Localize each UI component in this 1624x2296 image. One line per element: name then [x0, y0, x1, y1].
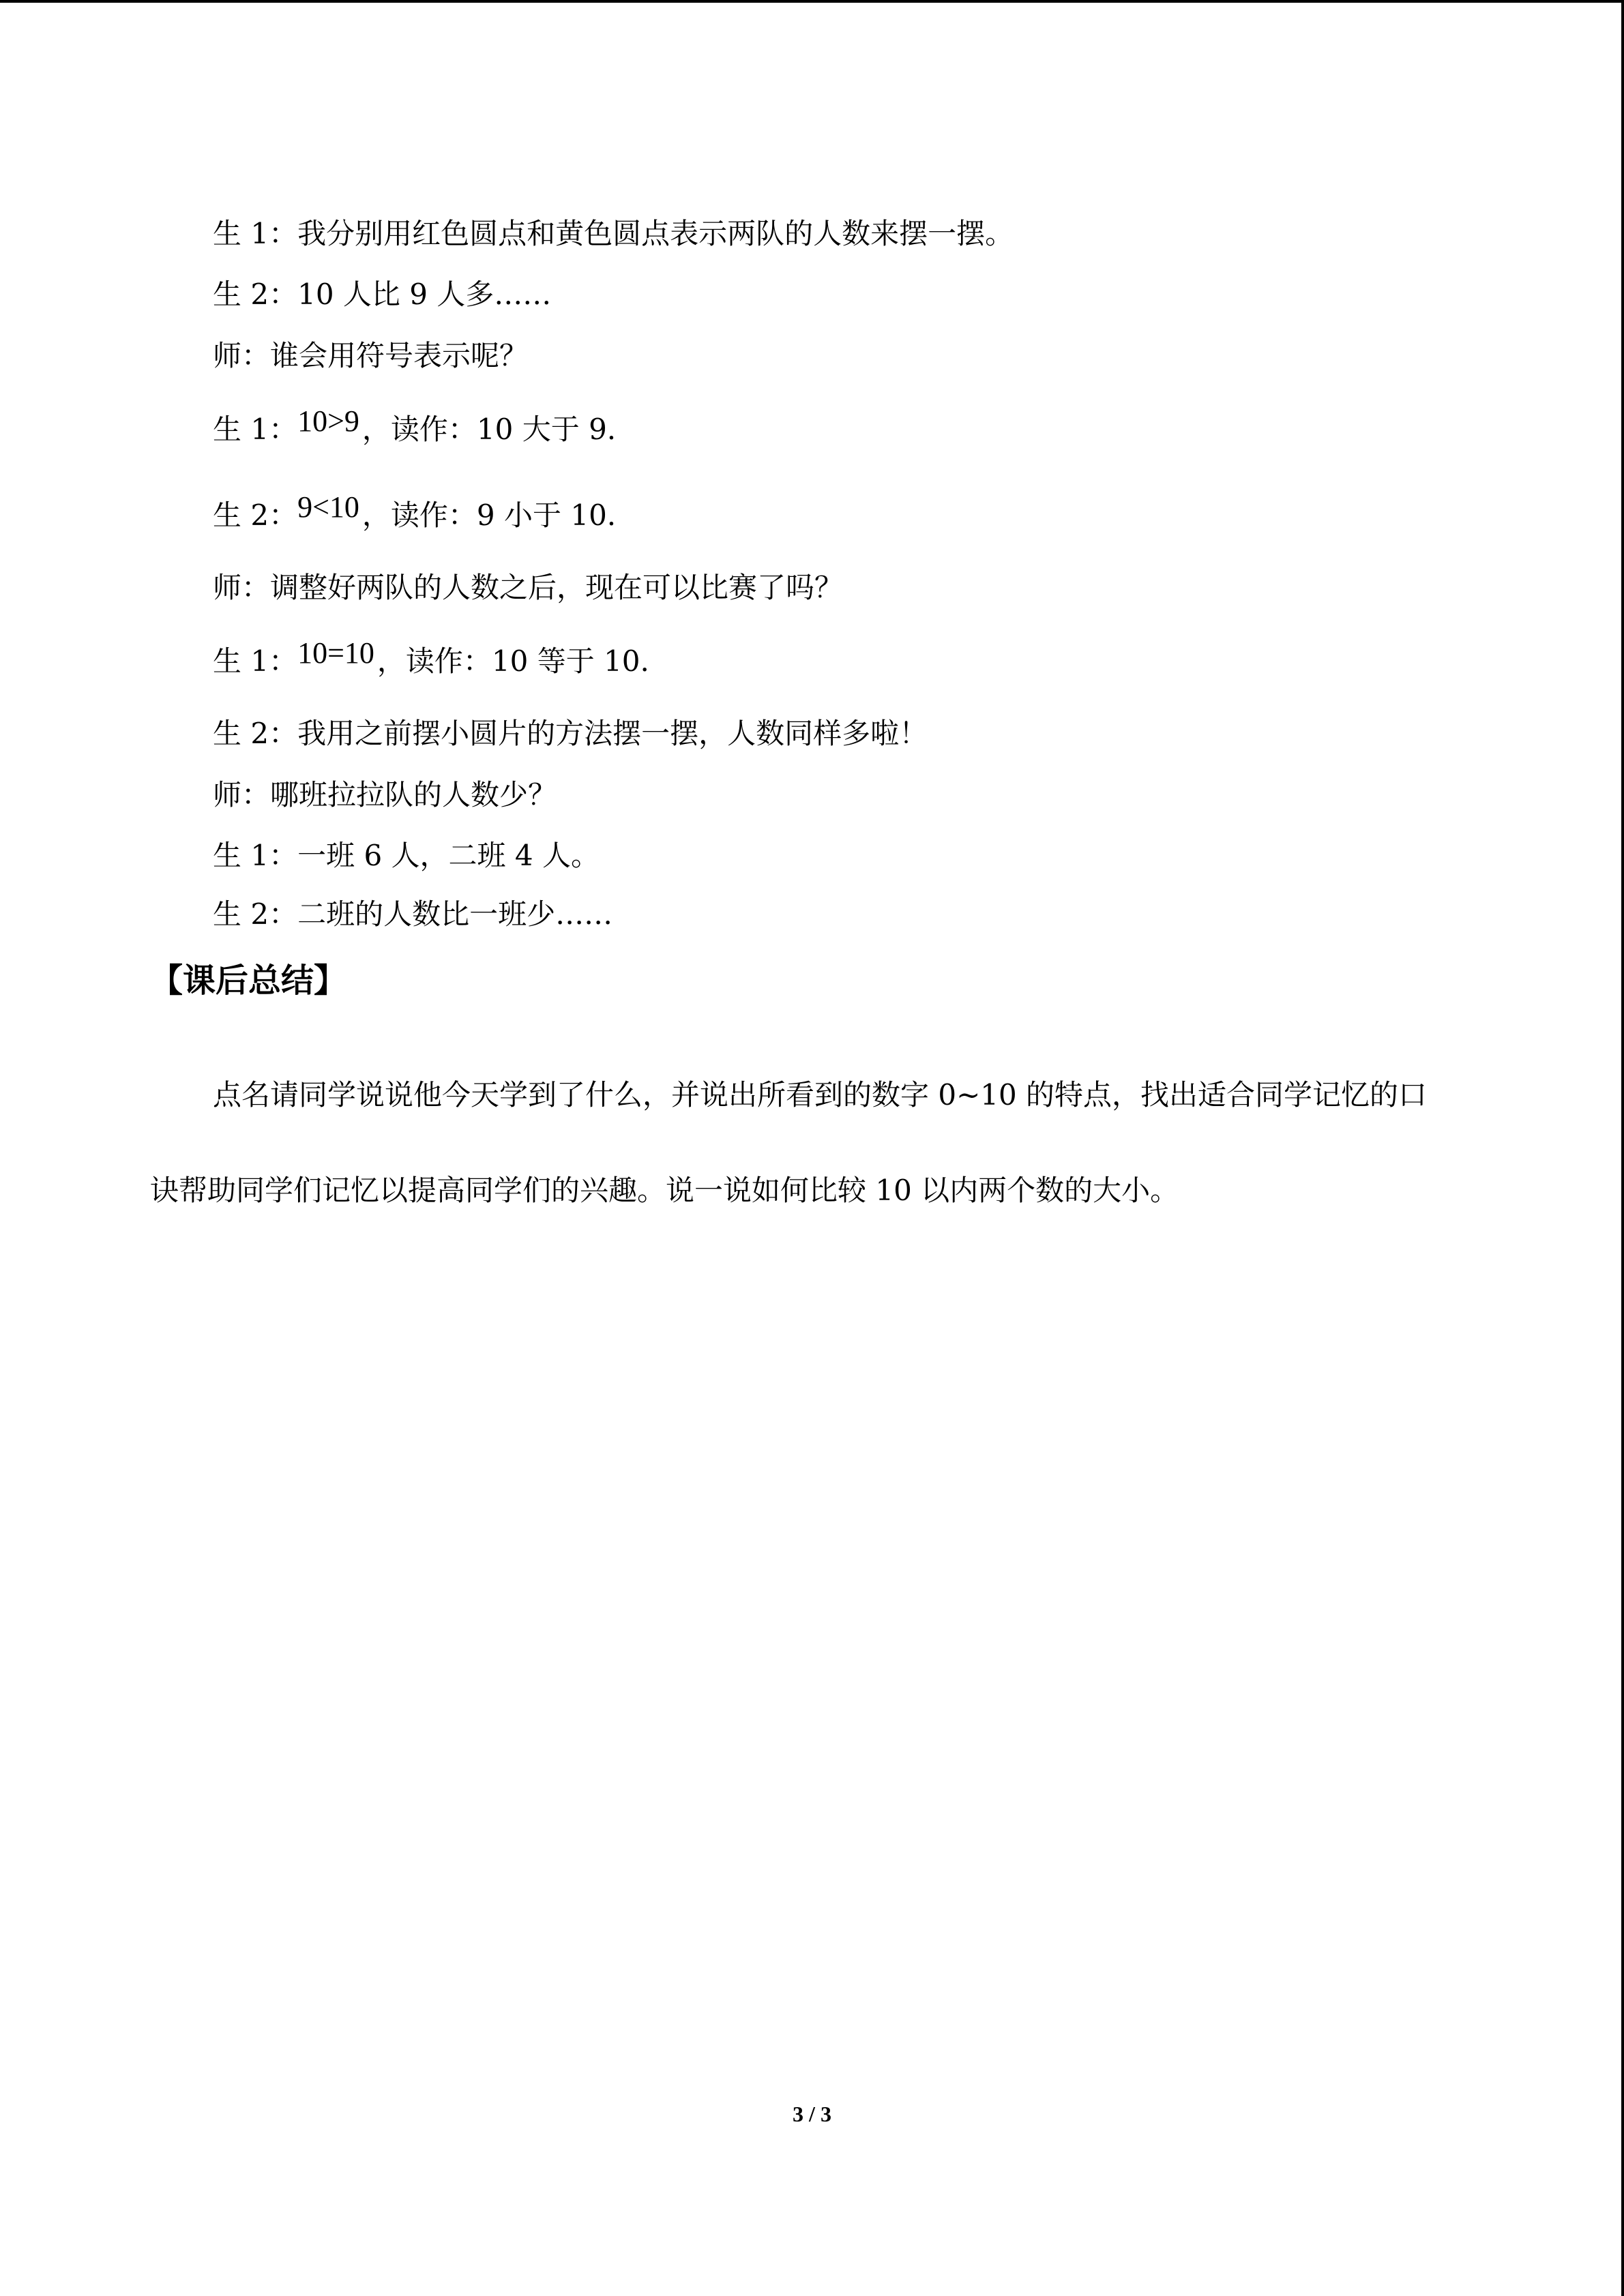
page-top-border: [0, 0, 1624, 3]
math-formula: 9<10: [297, 490, 359, 524]
dialogue-text: ，读作：10 等于 10.: [377, 644, 649, 678]
dialogue-line: [213, 776, 557, 814]
speaker-colon: ：: [241, 571, 271, 604]
dialogue-line: [213, 569, 843, 607]
speaker-label: 生 1: [213, 217, 269, 250]
dialogue-line: [213, 275, 551, 314]
math-formula: 10>9: [297, 404, 359, 438]
dialogue-line: [213, 337, 528, 375]
speaker-label: 生 1: [213, 413, 269, 446]
page-right-border: [1621, 0, 1624, 2296]
dialogue-line: [213, 837, 600, 875]
speaker-label: 师: [213, 778, 242, 811]
speaker-label: 生 2: [213, 717, 269, 750]
dialogue-text: ，读作：10 大于 9.: [361, 413, 617, 446]
dialogue-text: ，读作：9 小于 10.: [361, 498, 617, 532]
dialogue-line: [213, 488, 616, 535]
speaker-colon: ：: [269, 897, 298, 931]
speaker-colon: ：: [269, 217, 298, 250]
dialogue-text: 二班的人数比一班少……: [297, 897, 613, 931]
speaker-colon: ：: [269, 498, 298, 532]
section-heading: 【课后总结】: [150, 961, 347, 1000]
dialogue-text: 一班 6 人，二班 4 人。: [297, 839, 600, 872]
speaker-colon: ：: [269, 278, 298, 311]
dialogue-text: 谁会用符号表示呢？: [270, 339, 529, 372]
speaker-colon: ：: [241, 339, 271, 372]
summary-paragraph: 点名请同学说说他今天学到了什么，并说出所看到的数字 0~10 的特点，找出适合同学记忆的口诀帮助同学们记忆以提高同学们的兴趣。说一说如何比较 10 以内两个数的大小。: [150, 1078, 1428, 1207]
dialogue-text: 哪班拉拉队的人数少？: [270, 778, 557, 811]
dialogue-text: 我分别用红色圆点和黄色圆点表示两队的人数来摆一摆。: [297, 217, 1014, 250]
speaker-label: 生 2: [213, 498, 269, 532]
speaker-label: 生 2: [213, 278, 269, 311]
speaker-colon: ：: [269, 717, 298, 750]
dialogue-line: [213, 715, 928, 753]
page-number: 3 / 3: [793, 2102, 831, 2126]
speaker-colon: ：: [241, 778, 271, 811]
speaker-label: 师: [213, 571, 242, 604]
speaker-label: 师: [213, 339, 242, 372]
dialogue-text: 10 人比 9 人多……: [297, 278, 552, 311]
math-formula: 10=10: [297, 636, 374, 670]
dialogue-line: [213, 895, 612, 934]
speaker-label: 生 2: [213, 897, 269, 931]
speaker-label: 生 1: [213, 839, 269, 872]
speaker-label: 生 1: [213, 644, 269, 678]
speaker-colon: ：: [269, 644, 298, 678]
dialogue-text: 我用之前摆小圆片的方法摆一摆，人数同样多啦！: [297, 717, 928, 750]
dialogue-line: [213, 215, 1014, 253]
dialogue-text: 调整好两队的人数之后，现在可以比赛了吗？: [270, 571, 844, 604]
dialogue-line: [213, 634, 649, 681]
dialogue-line: [213, 402, 616, 449]
speaker-colon: ：: [269, 413, 298, 446]
speaker-colon: ：: [269, 839, 298, 872]
